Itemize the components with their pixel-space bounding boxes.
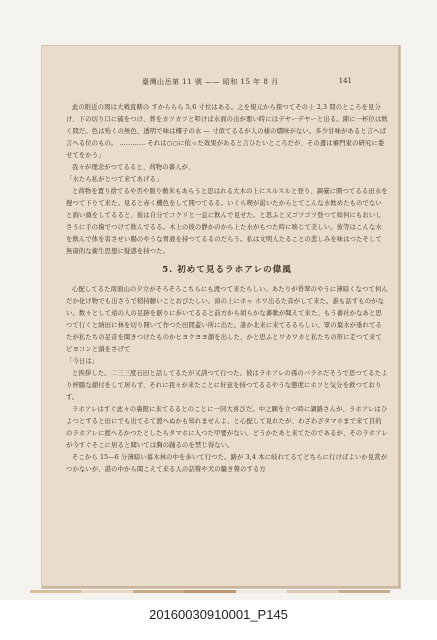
scale-swatch xyxy=(133,590,184,593)
paragraph: 心配してるた南面山の夕立がそろそろこちらにも渡つて来たらしい。あたりが昏翠のやうに薄暗くなつて何んだか化け物でも出さうで稍持膽いことおびたしい。窗の上にホヮ ホワ出るた音がして来た。誰も話すものがない。数々として遠の人の足跡を据りに歩いてるると前方から胡らかな蕃歌が聞えて来た。もう蕃社かなあと思つて行くと納田に林を切り開いて作つた田間蓋い所に出た。誰か北来に来てるるらしい。眾の葉水が垂れてるたが私たちの足音を聞きつけたものかヒヨクヨヨ顔を出した、かと思ふとワカワカと私たちの形に走つて来てピヨコンと頭をさげて xyxy=(66,286,388,353)
journal-title: 臺灣山岳第 11 號 —— 昭和 15 年 8 月 xyxy=(142,78,279,86)
quote-line: 「今日は」 xyxy=(66,358,99,365)
paragraph: 我々が理念がつてるると、荷物の蕃人が、 xyxy=(72,164,195,171)
quote-line: 「水たら私がとつて来てあげる」 xyxy=(66,176,163,183)
scale-swatch xyxy=(81,590,132,593)
body-text xyxy=(66,102,388,476)
page-header xyxy=(42,77,398,89)
section-title: 5. 初めて見るラホアレの偉風 xyxy=(162,265,292,275)
page-number: 141 xyxy=(338,77,352,85)
document-page xyxy=(42,46,400,588)
scale-swatch xyxy=(287,590,338,593)
image-caption: 20160030910001_P145 xyxy=(149,607,288,622)
paragraph: と挨拶した。二三三度石田と話してるたが又訓つて行つた。彼はラホアレの孫のバラホだそうで思つてるたより梓腸な顔付をして居らず、それに我々が来たことに好意を持つてるるやうな態度にホツと気分を救つておりす。 xyxy=(66,370,388,401)
paragraph: そこから 15—6 分薄暗い幕木林の中を歩いて行つた。路が 3,4 本に岐れてるてどちらに行けばよいか見當がつかないが、湛の中から聞こえて来る人の話聲や犬の騷き聲のする方 xyxy=(66,454,388,473)
scale-swatch xyxy=(184,590,235,593)
scale-swatch xyxy=(339,590,390,593)
paragraph: ラホアレはすぐ此々の裏館に来てるるとのことに一同大喜びだ。中之願を立つ時に調路さんが、ラホアレはひよつとすると田にでも出てるて渡へぬかも知れませんよ、と心配して見れたが、わざわざタマホまで来て目的のラホアレに渡へるかつたとしたらタマホに入つた甲要がない。どうかたあと来てたのであるが、そのラホアレが今すぐそこに居ると聞いては胸の踊るのを禁じ得ない。 xyxy=(66,406,388,449)
paragraph: 此の附近の囡は大戦直轄の すかららら 5,6 寸位はある。之を規元から探つてその上 2,3 間のところを見分け、下の切り口に硫をつけ、葬をカツカツと叩けば水面の出が悪い時にはデヤーデヤーと出る。陳に一杯位は飲く間だ。色は殆くの無色、透明で味は椰子の水 — 寸似てるるが人の様の燗味がない。多少甘味があると言へば言へる位のもの。 ………… それは○○に依った效果があると言ひたいところだが、その邊は審門家の研究に委せてをかう」 xyxy=(66,104,388,159)
scale-swatch xyxy=(236,590,287,593)
paragraph: と荷物を置り捨てるや否や脱り敷米もあらうと思はれる大木の上にスルスルと登り、調臺に開つてるる田水を捜つて下りて来た。見ると赤く機色をして開つてるる。いくら喫が渇いたからとてこんな水飲めたものでないと詢い頭をしてるると、彼は自分でコクリと一息に飲んで見せた。と思ふと又ゴツゴツ登つて如何にもおいしさうに手の掬でつけて飲んでるる。木上の彼の静かのから上た水がもつた時に映じて美しい。彼等はこんな水を飲んで体を害させい腸のやうな胃液を持つてるるのだらう。私は文明人たることの悲しみを味はつたそして無康的な衛生思想に疑惑を持つた。 xyxy=(66,188,388,255)
color-scale-strip xyxy=(30,590,390,593)
scale-swatch xyxy=(30,590,81,593)
